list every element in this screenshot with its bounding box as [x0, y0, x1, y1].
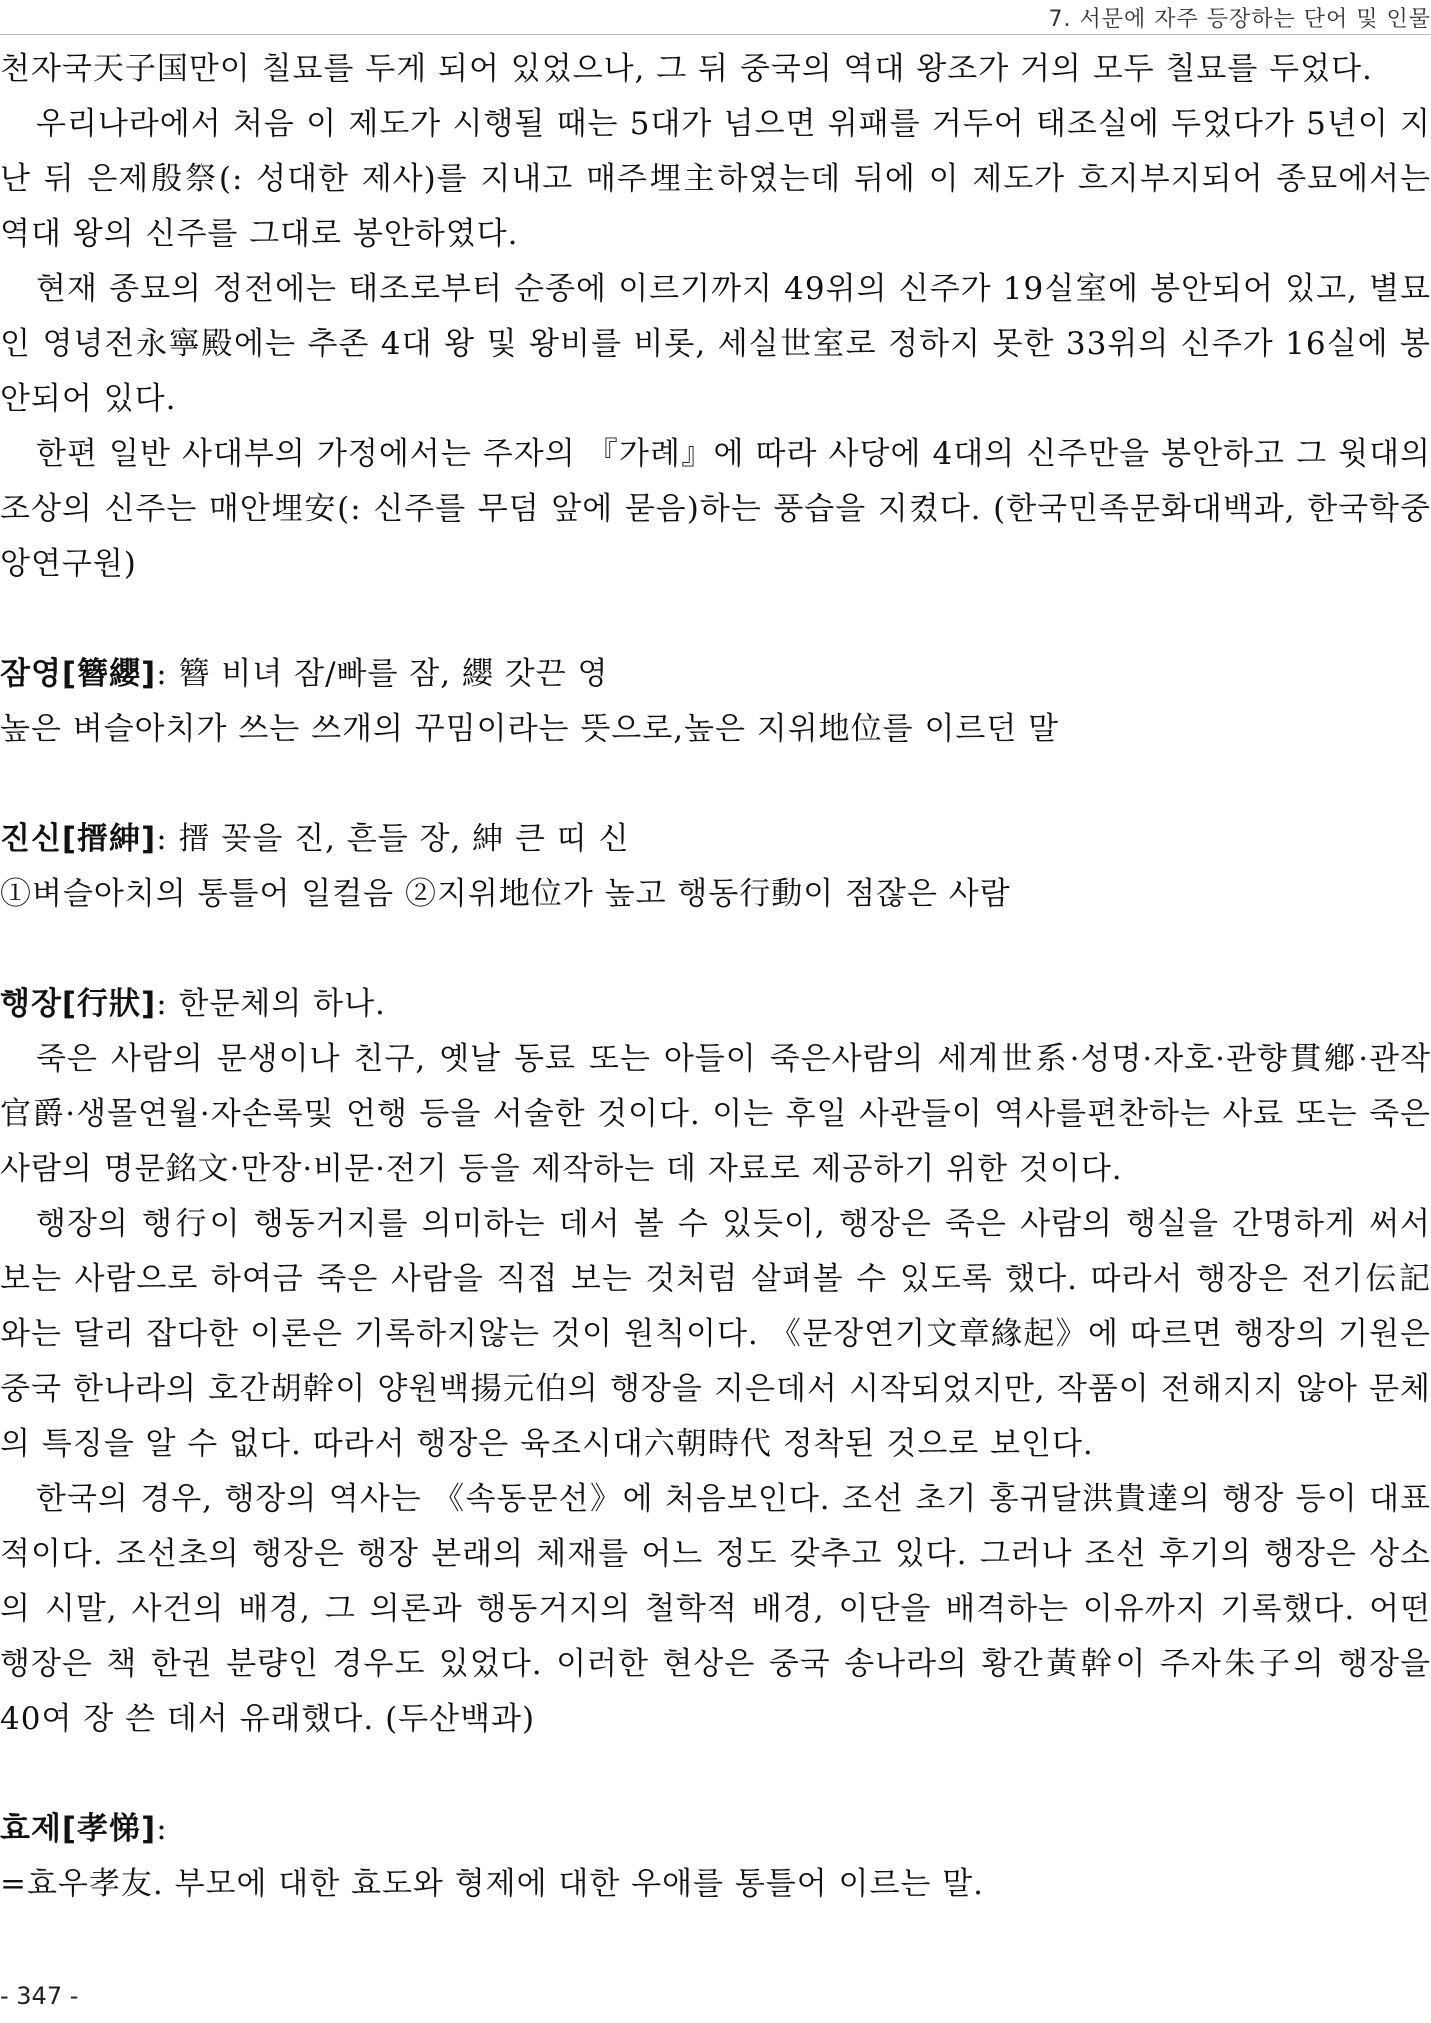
entry-heading [0, 977, 1431, 1032]
spacer [0, 757, 1431, 812]
body-text [0, 42, 1431, 1912]
entry-term: 진신[搢紳] [0, 821, 157, 857]
intro-paragraph: 현재 종묘의 정전에는 태조로부터 순종에 이르기까지 49위의 신주가 19실室에 봉안되어 있고, 별묘인 영녕전永寧殿에는 추존 4대 왕 및 왕비를 비롯, 세실世室로 정하지 못한 33위의 신주가 16실에 봉안되어 있다. [0, 271, 1431, 417]
entry-paragraph: 죽은 사람의 문생이나 친구, 옛날 동료 또는 아들이 죽은사람의 세계世系·성명·자호·관향貫鄕·관작官爵·생몰연월·자손록및 언행 등을 서술한 것이다. 이는 후일 사관들이 역사를편찬하는 사료 또는 죽은 사람의 명문銘文·만장·비문·전기 등을 제작하는 데 자료로 제공하기 위한 것이다. [0, 1041, 1431, 1187]
entry-heading [0, 1802, 1431, 1857]
intro-paragraph: 천자국天子国만이 칠묘를 두게 되어 있었으나, 그 뒤 중국의 역대 왕조가 거의 모두 칠묘를 두었다. [0, 51, 1373, 87]
intro-paragraph: 우리나라에서 처음 이 제도가 시행될 때는 5대가 넘으면 위패를 거두어 태조실에 두었다가 5년이 지난 뒤 은제殷祭(: 성대한 제사)를 지내고 매주埋主하였는데 뒤에 이 제도가 흐지부지되어 종묘에서는 역대 왕의 신주를 그대로 봉안하였다. [0, 106, 1431, 252]
entry-heading [0, 812, 1431, 867]
intro-paragraph: 한편 일반 사대부의 가정에서는 주자의 『가례』에 따라 사당에 4대의 신주만을 봉안하고 그 윗대의 조상의 신주는 매안埋安(: 신주를 무덤 앞에 묻음)하는 풍습을 지켰다. (한국민족문화대백과, 한국학중앙연구원) [0, 436, 1431, 582]
entry-paragraph: 행장의 행行이 행동거지를 의미하는 데서 볼 수 있듯이, 행장은 죽은 사람의 행실을 간명하게 써서 보는 사람으로 하여금 죽은 사람을 직접 보는 것처럼 살펴볼 수 있도록 했다. 따라서 행장은 전기伝記와는 달리 잡다한 이론은 기록하지않는 것이 원칙이다. 《문장연기文章緣起》에 따르면 행장의 기원은 중국 한나라의 호간胡幹이 양원백揚元伯의 행장을 지은데서 시작되었지만, 작품이 전해지지 않아 문체의 특징을 알 수 없다. 따라서 행장은 육조시대六朝時代 정착된 것으로 보인다. [0, 1206, 1431, 1462]
entry-term: 효제[孝悌] [0, 1811, 157, 1847]
entry-term: 잠영[簪纓] [0, 656, 157, 692]
entry-heading [0, 647, 1431, 702]
entry-gloss: : [156, 1811, 168, 1847]
spacer [0, 592, 1431, 647]
entry-definition: ①벼슬아치의 통틀어 일컬음 ②지위地位가 높고 행동行動이 점잖은 사람 [0, 876, 1011, 912]
running-header: 7. 서문에 자주 등장하는 단어 및 인물 [1048, 7, 1431, 32]
entry-definition: 높은 벼슬아치가 쓰는 쓰개의 꾸밈이라는 뜻으로,높은 지위地位를 이르던 말 [0, 711, 1060, 747]
entry-paragraph: 한국의 경우, 행장의 역사는 《속동문선》에 처음보인다. 조선 초기 홍귀달洪貴達의 행장 등이 대표적이다. 조선초의 행장은 행장 본래의 체재를 어느 정도 갖추고 있다. 그러나 조선 후기의 행장은 상소의 시말, 사건의 배경, 그 의론과 행동거지의 철학적 배경, 이단을 배격하는 이유까지 기록했다. 어떤 행장은 책 한권 분량인 경우도 있었다. 이러한 현상은 중국 송나라의 황간黃幹이 주자朱子의 행장을 40여 장 쓴 데서 유래했다. (두산백과) [0, 1481, 1431, 1737]
page-number: - 347 - [0, 1982, 79, 2010]
entry-term: 행장[行狀] [0, 986, 157, 1022]
entry-gloss: : 搢 꽂을 진, 흔들 장, 紳 큰 띠 신 [156, 821, 630, 857]
spacer [0, 1747, 1431, 1802]
entry-gloss: : 簪 비녀 잠/빠를 잠, 纓 갓끈 영 [156, 656, 609, 692]
spacer [0, 922, 1431, 977]
header-divider [0, 34, 1431, 35]
entry-gloss: : 한문체의 하나. [156, 986, 386, 1022]
entry-definition: =효우孝友. 부모에 대한 효도와 형제에 대한 우애를 통틀어 이르는 말. [0, 1866, 985, 1902]
